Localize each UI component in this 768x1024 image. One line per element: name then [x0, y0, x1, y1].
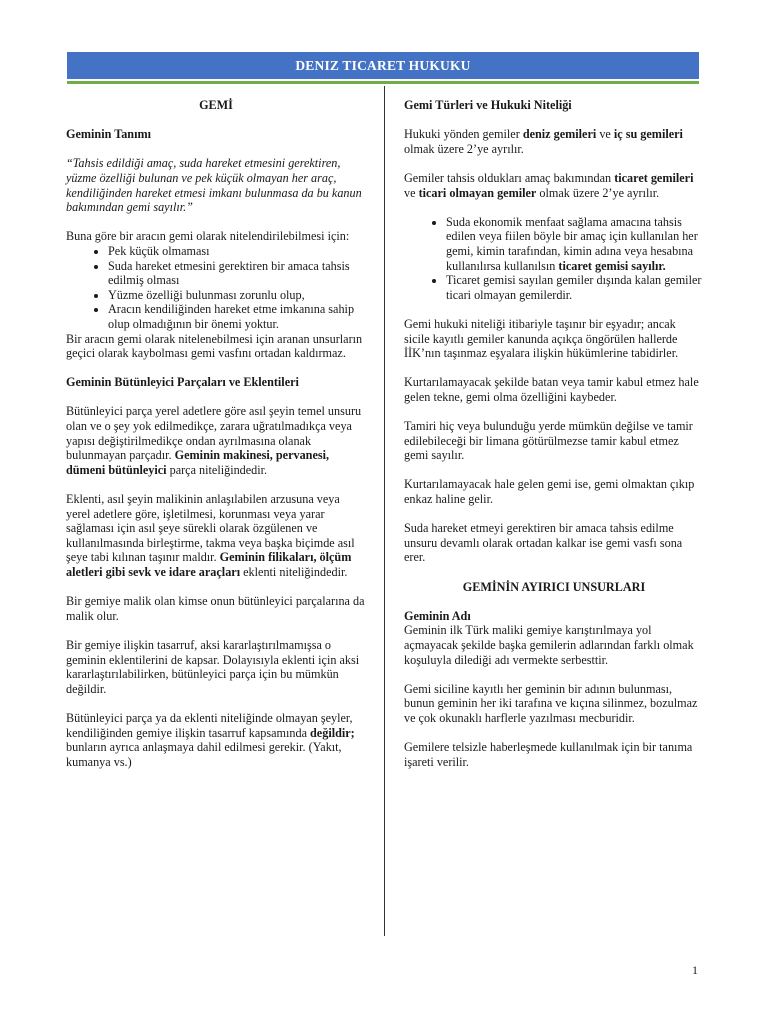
paragraph-vasif-sona-erer: Suda hareket etmeyi gerektiren bir amaca tahsis edilme unsuru devamlı olarak ortadan kalkar ise gemi vasfı sona erer. [404, 521, 683, 565]
paragraph-enkaz: Kurtarılamayacak hale gelen gemi ise, gemi olmaktan çıkıp enkaz haline gelir. [404, 477, 695, 507]
heading-butunleyici-parcalar: Geminin Bütünleyici Parçaları ve Eklentileri [66, 375, 299, 390]
left-column [66, 98, 366, 784]
section-title-ayirici-unsurlar: GEMİNİN AYIRICI UNSURLARI [462, 579, 646, 594]
gemi-turleri-list [404, 215, 704, 303]
paragraph-tasinir-esya: Gemi hukuki niteliği itibariyle taşınır bir eşyadır; ancak sicile kayıtlı gemiler kanunda açıkça öngörülen hallerde İİK’nın taşınmaz eşyalara ilişkin hükümlerine tabidirler. [404, 316, 679, 361]
paragraph-batan-tekne: Kurtarılamayacak şekilde batan veya tamir kabul etmez hale gelen tekne, gemi olma özelliğini kaybeder. [404, 375, 699, 404]
list-item: • Yüzme özelliği bulunması zorunlu olup, [108, 288, 366, 303]
heading-gemi-turleri: Gemi Türleri ve Hukuki Niteliği [404, 98, 572, 112]
paragraph-ad-yazilmasi: Gemi siciline kayıtlı her geminin bir adının bulunması, bunun geminin her iki tarafına ve kıçına silinmez, bozulmaz ve çok okunaklı harflerle yazılması mecburidir. [404, 681, 698, 725]
criteria-list [66, 244, 366, 332]
right-column [404, 98, 704, 784]
document-header-bar [67, 52, 699, 79]
paragraph-tahsis-amac: Gemiler tahsis oldukları amaç bakımından ticaret gemileri ve ticari olmayan gemiler olmak üzere 2’ye ayrılır. [404, 170, 694, 200]
list-item: • Aracın kendiliğinden hareket etme imkanına sahip olup olmadığının bir önemi yoktur. [108, 302, 366, 331]
section-title-gemi: GEMİ [199, 98, 233, 112]
paragraph-eklenti: Eklenti, asıl şeyin malikinin anlaşılabilen arzusuna veya yerel adetlere göre, işletilmesi, korunması veya yarar sağlaması için asıl şeye sürekli olarak özgülenen ve kullanılmasında birleştirme, takma veya başka biçimde asıl şeye tabi kılınan taşınır maldır. Geminin filikaları, ölçüm aletleri gibi sevk ve idare araçları eklenti niteliğindedir. [66, 492, 355, 579]
definition-quote: “Tahsis edildiği amaç, suda hareket etmesini gerektiren, yüzme özelliği bulunan ve pek küçük olmayan her araç, kendiliğinden hareket etmesi imkanı bulunmasa da bu kanun bakımından gemi sayılır.” [66, 156, 362, 215]
paragraph-tasarruf: Bir gemiye ilişkin tasarruf, aksi kararlaştırılmamışsa o geminin eklentilerini de kapsar. Dolayısıyla eklenti için aksi kararlaştırılabilirken, bütünleyici parça için bu mümkün değildir. [66, 637, 360, 696]
paragraph-ad-verme: Geminin ilk Türk maliki gemiye karıştırılmaya yol açmayacak şekilde başka gemilerin adlarından farklı olmak koşuluyla dilediği adı vermekte serbesttir. [404, 623, 694, 667]
criteria-outro: Bir aracın gemi olarak nitelenebilmesi için aranan unsurların geçici olarak kaybolması gemi vasfını ortadan kaldırmaz. [66, 331, 363, 361]
page-number: 1 [692, 963, 698, 977]
header-rule [67, 81, 699, 84]
paragraph-butunleyici-parca: Bütünleyici parça yerel adetlere göre asıl şeyin temel unsuru olan ve o şey yok edilmedikçe, zarara uğratılmadıkça veya yapısı değiştirilmedikçe ondan ayrılmasına olanak bulunmayan parçadır. Geminin makinesi, pervanesi, dümeni bütünleyici parça niteliğindedir. [66, 404, 362, 477]
list-item: • Suda ekonomik menfaat sağlama amacına tahsis edilen veya fiilen böyle bir amaç için kullanılan her gemi, kimin tarafından, kimin adına veya hesabına kullanılırsa kullanılsın ticaret gemisi sayılır. [446, 215, 704, 273]
paragraph-tanima-isareti: Gemilere telsizle haberleşmede kullanılmak için bir tanıma işareti verilir. [404, 740, 693, 769]
list-item: • Ticaret gemisi sayılan gemiler dışında kalan gemiler ticari olmayan gemilerdir. [446, 273, 704, 302]
heading-geminin-adi: Geminin Adı [404, 608, 471, 623]
paragraph-tamir: Tamiri hiç veya bulunduğu yerde mümkün değilse ve tamir edilebileceği bir limana götürülmezse tamir kabul etmez gemi sayılır. [404, 419, 693, 463]
paragraph-hukuki-yonden: Hukuki yönden gemiler deniz gemileri ve iç su gemileri olmak üzere 2’ye ayrılır. [404, 127, 683, 156]
criteria-intro: Buna göre bir aracın gemi olarak nitelendirilebilmesi için: [66, 229, 350, 244]
document-title: DENIZ TICARET HUKUKU [295, 57, 471, 73]
column-divider [384, 86, 385, 936]
list-item: • Suda hareket etmesini gerektiren bir amaca tahsis edilmiş olması [108, 259, 366, 288]
heading-geminin-tanimi: Geminin Tanımı [66, 127, 152, 142]
paragraph-diger-seyler: Bütünleyici parça ya da eklenti niteliğinde olmayan şeyler, kendiliğinden gemiye ilişkin tasarruf kapsamında değildir; bunların ayrıca anlaşmaya dahil edilmesi gerekir. (Yakıt, kumanya vs.) [66, 710, 355, 769]
paragraph-malik: Bir gemiye malik olan kimse onun bütünleyici parçalarına da malik olur. [66, 594, 365, 623]
list-item: • Pek küçük olmaması [108, 244, 366, 259]
